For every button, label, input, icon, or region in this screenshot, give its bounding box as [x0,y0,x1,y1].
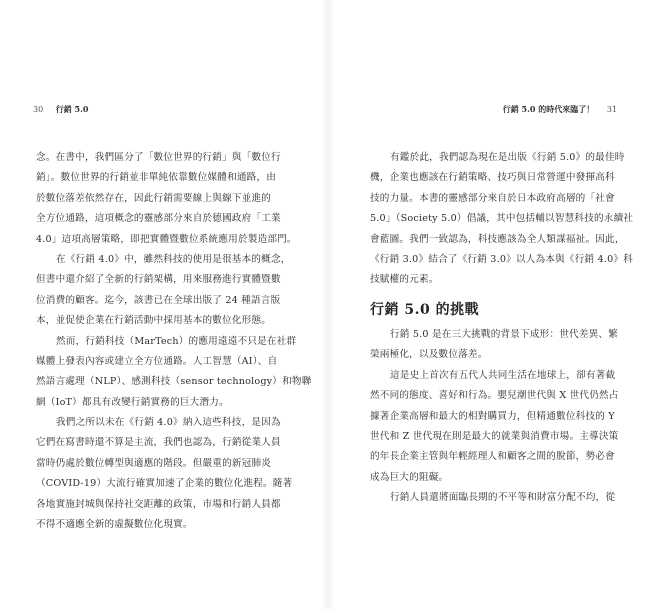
left-page-header [33,104,88,115]
right-body-text-top [370,148,634,291]
text-line: 然而，行銷科技（MarTech）的應用遠遠不只是在社群 [56,335,297,347]
text-line: 媒體上發表內容或建立全方位通路。人工智慧（AI）、自 [36,355,278,367]
text-line: 行銷 5.0 是在三大挑戰的背景下成形：世代差異、繁 [390,329,619,340]
text-line: 全方位通路，這項概念的靈感部分來自於德國政府「工業 [36,213,281,225]
text-line: 本，並促使企業在行銷活動中採用基本的數位化形態。 [36,315,272,327]
text-line: 但書中還介紹了全新的行銷架構，用來服務進行實體暨數 [36,274,281,286]
text-line: 有鑑於此，我們認為現在是出版《行銷 5.0》的最佳時 [390,152,625,163]
text-line: 位消費的顧客。迄今，該書已在全球出版了 24 種語言版 [36,294,281,306]
right-page-header [503,104,617,115]
left-body-text [36,148,312,535]
text-line: 網（IoT）都具有改變行銷實務的巨大潛力。 [36,396,229,408]
right-body-text-bottom [370,325,620,509]
text-line: 據著企業高層和最大的相對購買力，但精通數位科技的 Y [370,410,615,422]
text-line: 技賦權的元素。 [370,274,439,286]
left-page-number: 30 [33,105,44,114]
text-line: 在《行銷 4.0》中，雖然科技的使用是很基本的概念， [56,253,291,265]
text-line: 念。在書中，我們區分了「數位世界的行銷」與「數位行 [36,152,281,163]
text-line: 榮兩極化，以及數位落差。 [370,349,488,361]
text-line: 它們在寫書時還不算是主流，我們也認為，行銷從業人員 [36,437,281,449]
text-line: 然不同的態度、喜好和行為。嬰兒潮世代與 X 世代仍然占 [370,390,619,402]
text-line: 5.0」（Society 5.0）倡議，其中包括輔以智慧科技的永續社 [370,213,634,225]
right-running-title: 行銷 5.0 的時代來臨了！ [502,104,595,114]
text-line: 成為巨大的阻礙。 [370,471,449,483]
section-heading: 行銷 5.0 的挑戰 [370,302,480,318]
text-line: 不得不適應全新的虛擬數位化現實。 [36,519,193,531]
text-line: 然語言處理（NLP）、感測科技（sensor technology）和物聯 [36,376,312,388]
text-line: （COVID-19）大流行確實加速了企業的數位化進程。隨著 [36,478,293,490]
text-line: 4.0」這項高層策略，即把實體暨數位系統應用於製造部門。 [36,233,297,245]
text-line: 會藍圖。我們一致認為，科技應該為全人類謀福祉。因此， [370,233,625,245]
text-line: 當時仍處於數位轉型與適應的階段。但嚴重的新冠肺炎 [36,457,272,469]
text-line: 銷」。數位世界的行銷並非單純依靠數位媒體和通路，由 [36,172,277,184]
text-line: 這是史上首次有五代人共同生活在地球上，卻有著截 [390,369,616,381]
text-line: 技的力量。本書的靈感部分來自於日本政府高層的「社會 [370,192,615,204]
left-running-title: 行銷 5.0 [55,104,89,114]
text-line: 機，企業也應該在行銷策略、技巧與日常營運中發揮高科 [370,172,615,184]
text-line: 行銷人員還將面臨長期的不平等和財富分配不均，從 [390,492,616,504]
text-line: 我們之所以未在《行銷 4.0》納入這些科技，是因為 [56,417,281,429]
text-line: 各地實施封城與保持社交距離的政策，市場和行銷人員都 [36,498,281,510]
right-page-number: 31 [606,105,617,114]
text-line: 世代和 Z 世代現在則是最大的就業與消費市場。主導決策 [370,430,619,442]
text-line: 《行銷 3.0》結合了《行銷 3.0》以人為本與《行銷 4.0》科 [370,253,633,265]
text-line: 於數位落差依然存在，因此行銷需要線上與線下並進的 [36,192,272,204]
text-line: 的年長企業主管與年輕經理人和顧客之間的脫節，勢必會 [370,451,615,463]
